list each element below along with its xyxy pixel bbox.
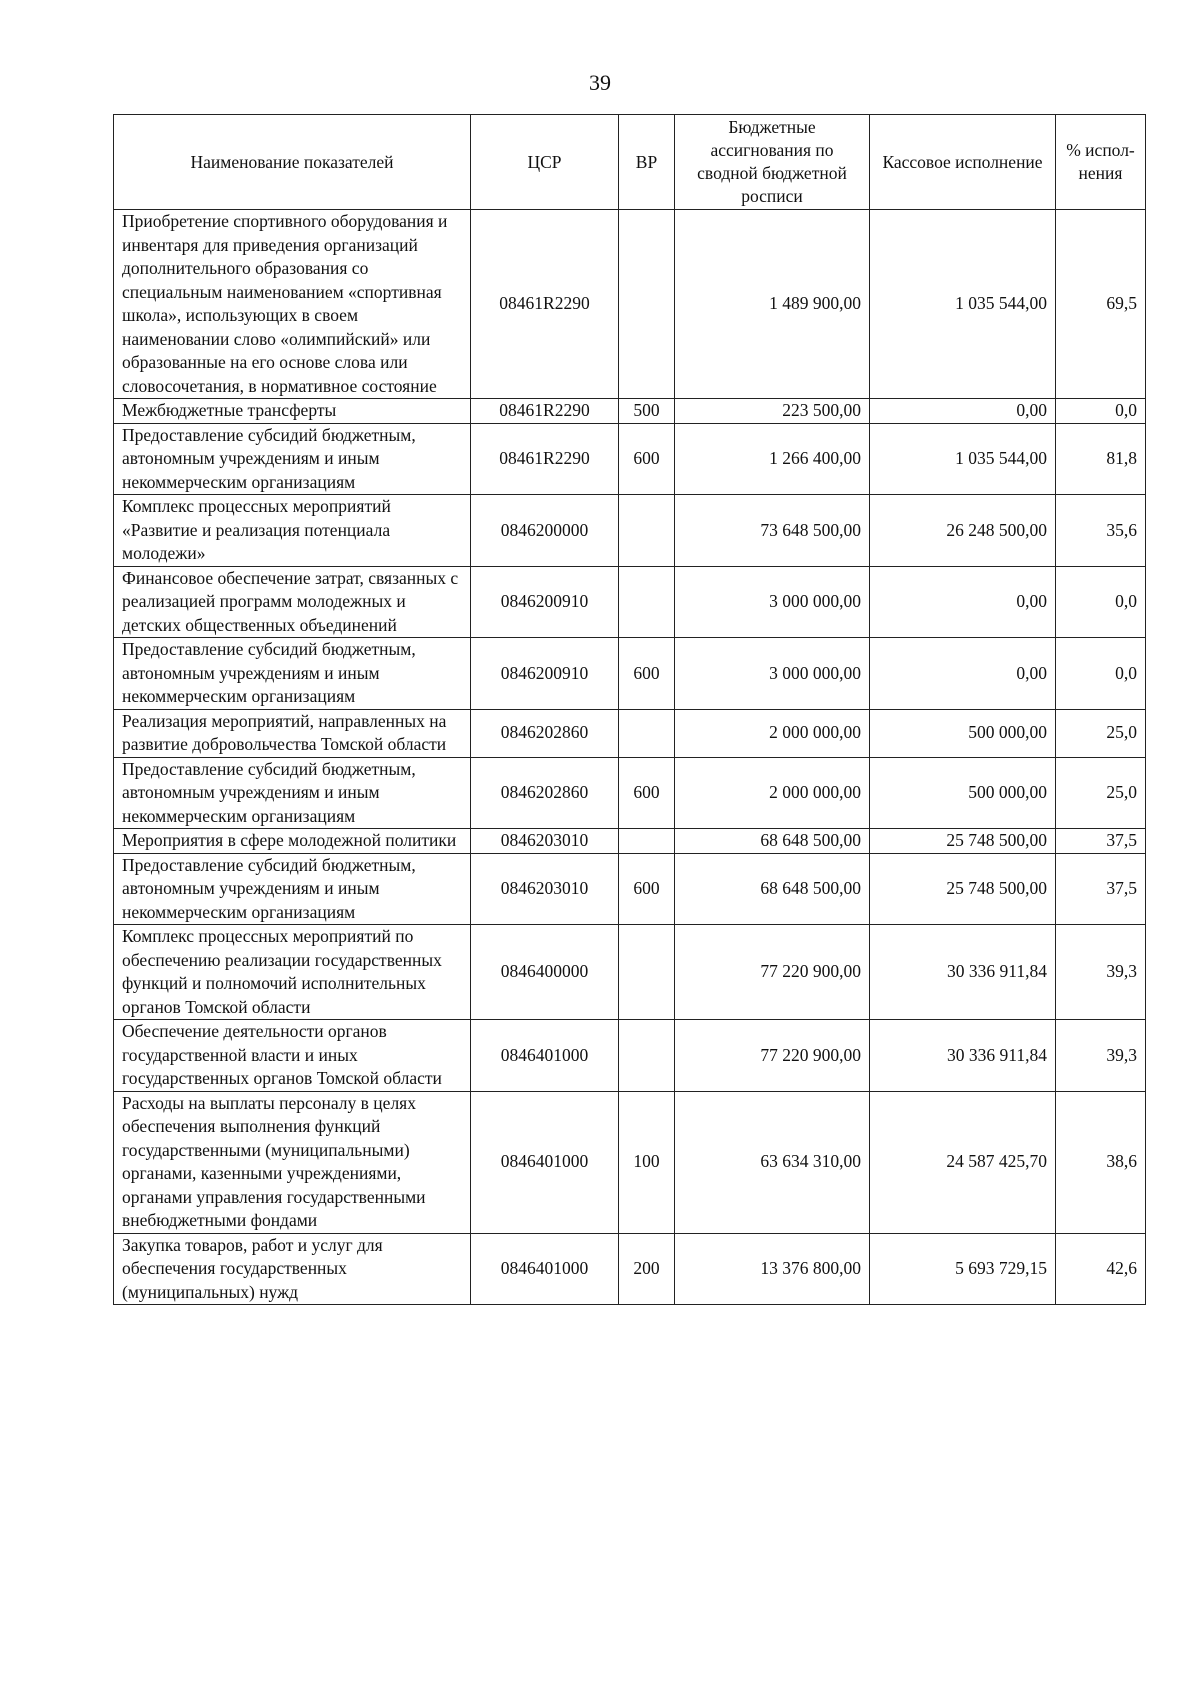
cell-cash-execution: 1 035 544,00 [870, 423, 1056, 495]
cell-cash-execution: 0,00 [870, 638, 1056, 710]
table-row [114, 210, 1146, 399]
cell-cash-execution: 1 035 544,00 [870, 210, 1056, 399]
cell-vr [619, 1020, 675, 1092]
cell-name: Межбюджетные трансферты [114, 399, 471, 424]
cell-csr: 0846200910 [471, 566, 619, 638]
cell-csr: 0846401000 [471, 1233, 619, 1305]
cell-percent: 25,0 [1056, 709, 1146, 757]
cell-assignments: 3 000 000,00 [675, 566, 870, 638]
cell-csr: 0846401000 [471, 1020, 619, 1092]
cell-vr: 600 [619, 638, 675, 710]
table-row [114, 709, 1146, 757]
table-row [114, 399, 1146, 424]
cell-csr: 0846202860 [471, 757, 619, 829]
table-header-row [114, 115, 1146, 210]
cell-percent: 37,5 [1056, 829, 1146, 854]
cell-assignments: 223 500,00 [675, 399, 870, 424]
cell-csr: 0846200000 [471, 495, 619, 567]
table-row [114, 1233, 1146, 1305]
cell-csr: 0846401000 [471, 1091, 619, 1233]
table-row [114, 423, 1146, 495]
cell-vr: 600 [619, 853, 675, 925]
cell-name: Расходы на выплаты персоналу в целях обеспечения выполнения функций государственными (муниципальными) органами, казенными учреждениями, органами управления государственными внебюджетными фондами [114, 1091, 471, 1233]
cell-cash-execution: 5 693 729,15 [870, 1233, 1056, 1305]
cell-assignments: 63 634 310,00 [675, 1091, 870, 1233]
cell-percent: 0,0 [1056, 566, 1146, 638]
cell-assignments: 2 000 000,00 [675, 757, 870, 829]
cell-assignments: 13 376 800,00 [675, 1233, 870, 1305]
cell-vr [619, 566, 675, 638]
cell-vr [619, 709, 675, 757]
cell-cash-execution: 26 248 500,00 [870, 495, 1056, 567]
cell-csr: 0846203010 [471, 853, 619, 925]
header-name: Наименование показателей [114, 115, 471, 210]
page-number: 39 [589, 70, 611, 95]
cell-percent: 38,6 [1056, 1091, 1146, 1233]
cell-percent: 69,5 [1056, 210, 1146, 399]
table-row [114, 925, 1146, 1020]
cell-percent: 0,0 [1056, 399, 1146, 424]
cell-assignments: 68 648 500,00 [675, 829, 870, 854]
cell-percent: 37,5 [1056, 853, 1146, 925]
header-percent-execution: % испол-нения [1056, 115, 1146, 210]
cell-assignments: 2 000 000,00 [675, 709, 870, 757]
cell-cash-execution: 500 000,00 [870, 709, 1056, 757]
cell-csr: 0846202860 [471, 709, 619, 757]
cell-percent: 81,8 [1056, 423, 1146, 495]
cell-cash-execution: 30 336 911,84 [870, 1020, 1056, 1092]
cell-vr [619, 210, 675, 399]
cell-name: Предоставление субсидий бюджетным, автономным учреждениям и иным некоммерческим организациям [114, 853, 471, 925]
cell-vr: 600 [619, 757, 675, 829]
cell-cash-execution: 0,00 [870, 399, 1056, 424]
cell-cash-execution: 25 748 500,00 [870, 829, 1056, 854]
cell-name: Комплекс процессных мероприятий «Развитие и реализация потенциала молодежи» [114, 495, 471, 567]
cell-assignments: 77 220 900,00 [675, 925, 870, 1020]
cell-cash-execution: 500 000,00 [870, 757, 1056, 829]
cell-vr: 500 [619, 399, 675, 424]
cell-vr: 100 [619, 1091, 675, 1233]
header-csr: ЦСР [471, 115, 619, 210]
table-row [114, 638, 1146, 710]
cell-name: Обеспечение деятельности органов государственной власти и иных государственных органов Томской области [114, 1020, 471, 1092]
cell-name: Закупка товаров, работ и услуг для обеспечения государственных (муниципальных) нужд [114, 1233, 471, 1305]
table-row [114, 495, 1146, 567]
table-row [114, 853, 1146, 925]
table-row [114, 566, 1146, 638]
cell-cash-execution: 0,00 [870, 566, 1056, 638]
cell-csr: 08461R2290 [471, 423, 619, 495]
cell-vr [619, 829, 675, 854]
table-row [114, 757, 1146, 829]
cell-vr: 200 [619, 1233, 675, 1305]
cell-name: Предоставление субсидий бюджетным, автономным учреждениям и иным некоммерческим организациям [114, 757, 471, 829]
header-assignments: Бюджетные ассигнования по сводной бюджетной росписи [675, 115, 870, 210]
table-row [114, 1091, 1146, 1233]
table-row [114, 829, 1146, 854]
cell-assignments: 3 000 000,00 [675, 638, 870, 710]
cell-percent: 39,3 [1056, 1020, 1146, 1092]
cell-csr: 08461R2290 [471, 399, 619, 424]
cell-csr: 08461R2290 [471, 210, 619, 399]
cell-vr [619, 495, 675, 567]
cell-csr: 0846203010 [471, 829, 619, 854]
cell-assignments: 1 489 900,00 [675, 210, 870, 399]
cell-vr: 600 [619, 423, 675, 495]
cell-vr [619, 925, 675, 1020]
cell-name: Мероприятия в сфере молодежной политики [114, 829, 471, 854]
cell-percent: 42,6 [1056, 1233, 1146, 1305]
cell-name: Финансовое обеспечение затрат, связанных с реализацией программ молодежных и детских общественных объединений [114, 566, 471, 638]
cell-name: Комплекс процессных мероприятий по обеспечению реализации государственных функций и полномочий исполнительных органов Томской области [114, 925, 471, 1020]
cell-name: Предоставление субсидий бюджетным, автономным учреждениям и иным некоммерческим организациям [114, 423, 471, 495]
cell-percent: 0,0 [1056, 638, 1146, 710]
cell-csr: 0846200910 [471, 638, 619, 710]
cell-cash-execution: 25 748 500,00 [870, 853, 1056, 925]
cell-csr: 0846400000 [471, 925, 619, 1020]
cell-assignments: 68 648 500,00 [675, 853, 870, 925]
header-cash-execution: Кассовое исполнение [870, 115, 1056, 210]
cell-assignments: 1 266 400,00 [675, 423, 870, 495]
cell-name: Предоставление субсидий бюджетным, автономным учреждениям и иным некоммерческим организациям [114, 638, 471, 710]
cell-percent: 35,6 [1056, 495, 1146, 567]
cell-assignments: 77 220 900,00 [675, 1020, 870, 1092]
table-row [114, 1020, 1146, 1092]
budget-table [113, 114, 1146, 1305]
cell-name: Приобретение спортивного оборудования и инвентаря для приведения организаций дополнительного образования со специальным наименованием «спортивная школа», использующих в своем наименовании слово «олимпийский» или образованные на его основе слова или словосочетания, в нормативное состояние [114, 210, 471, 399]
cell-name: Реализация мероприятий, направленных на развитие добровольчества Томской области [114, 709, 471, 757]
header-vr: ВР [619, 115, 675, 210]
cell-cash-execution: 24 587 425,70 [870, 1091, 1056, 1233]
cell-cash-execution: 30 336 911,84 [870, 925, 1056, 1020]
cell-assignments: 73 648 500,00 [675, 495, 870, 567]
cell-percent: 25,0 [1056, 757, 1146, 829]
cell-percent: 39,3 [1056, 925, 1146, 1020]
